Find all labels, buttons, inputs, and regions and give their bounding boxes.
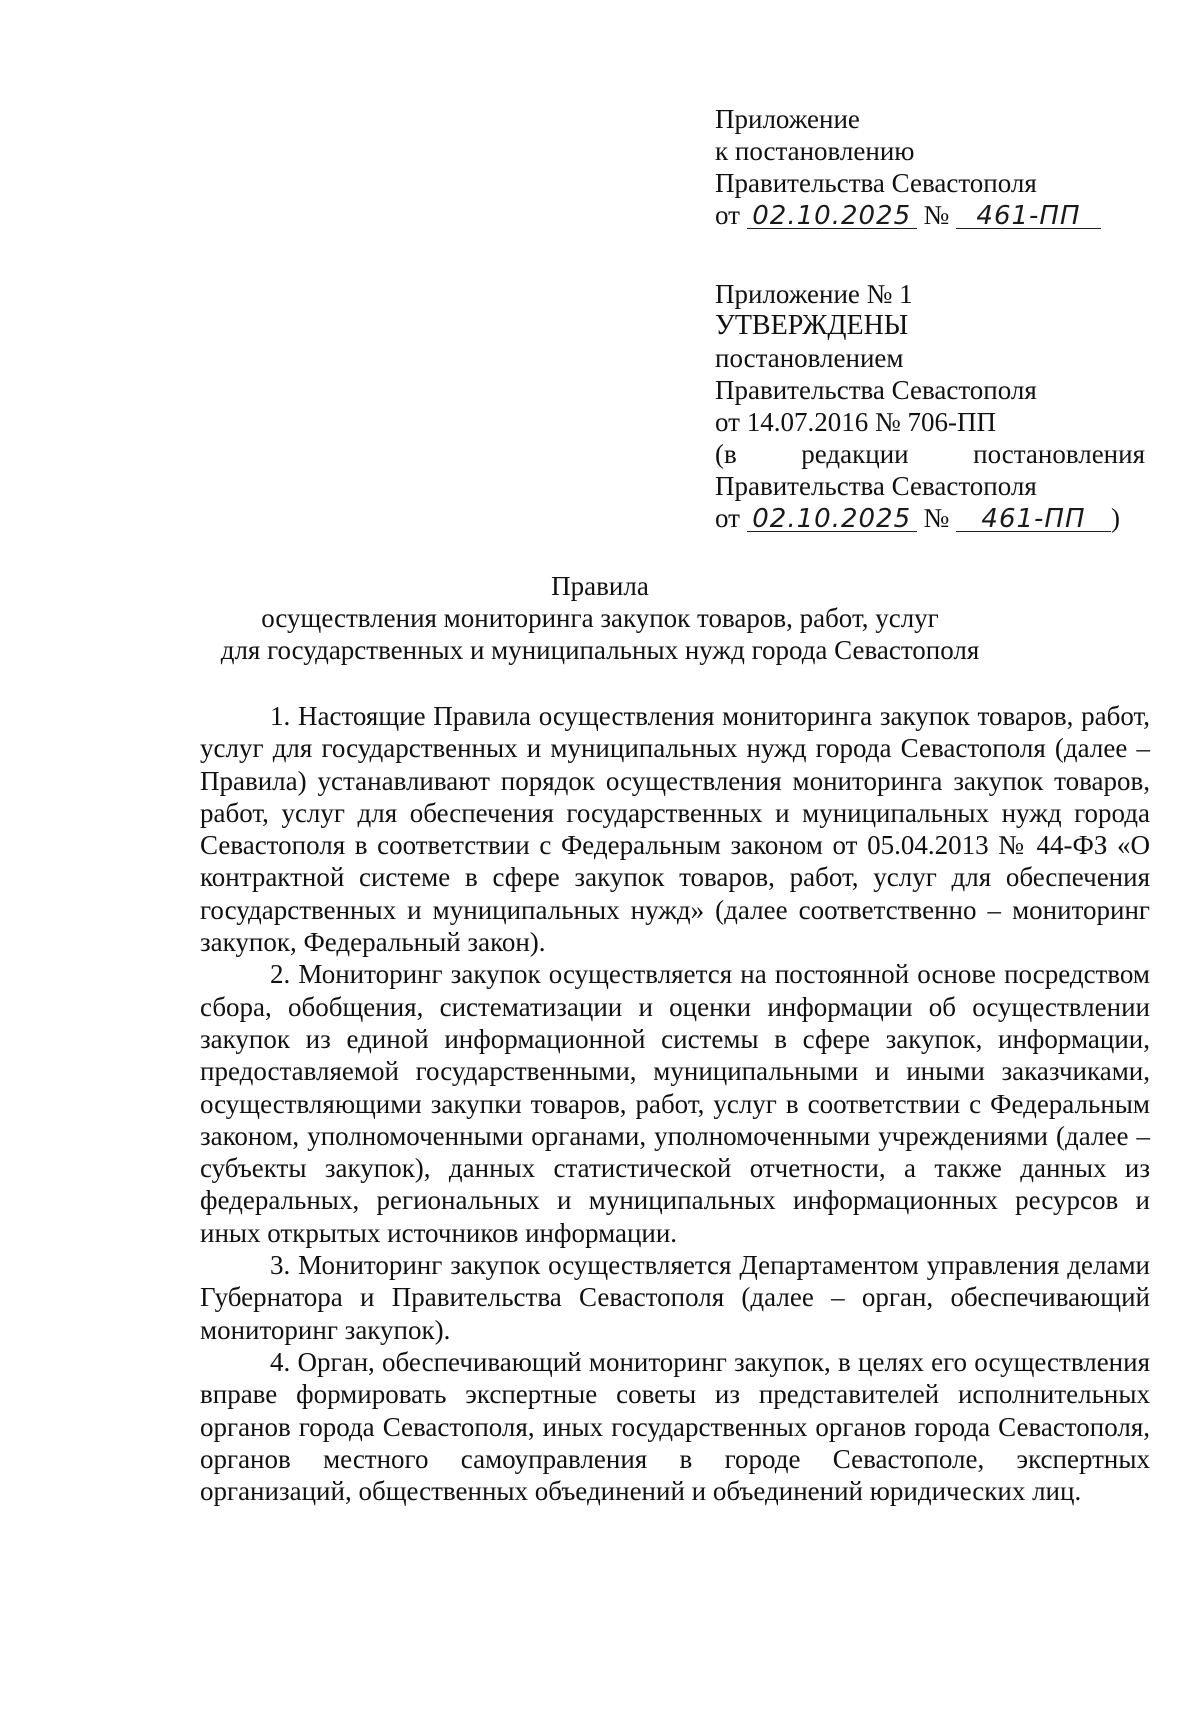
appendix-line: Правительства Севастополя — [715, 168, 1037, 198]
appendix-header — [715, 103, 1145, 232]
document-title — [0, 570, 1200, 666]
document-body — [200, 700, 1150, 1507]
title-line: Правила — [551, 571, 649, 601]
from-label: от — [715, 200, 740, 230]
from-label: от — [715, 503, 740, 533]
appendix-date-line — [715, 199, 1145, 232]
approval-line: Правительства Севастополя — [715, 471, 1037, 501]
approval-line: Правительства Севастополя — [715, 375, 1037, 405]
handwritten-date: 02.10.2025 — [747, 200, 917, 232]
approval-line: от 14.07.2016 № 706-ПП — [715, 407, 996, 437]
number-label: № — [923, 503, 950, 533]
appendix-line: Приложение — [715, 104, 860, 134]
approval-line: Приложение № 1 — [715, 279, 913, 309]
approval-date-line — [715, 502, 1145, 535]
paragraph: 1. Настоящие Правила осуществления мониторинга закупок товаров, работ, услуг для государственных и муниципальных нужд города Севастополя (далее – Правила) устанавливают порядок осуществления мониторинга закупок товаров, работ, услуг для обеспечения государственных и муниципальных нужд города Севастополя в соответствии с Федеральным законом от 05.04.2013 № 44-ФЗ «О контрактной системе в сфере закупок товаров, работ, услуг для обеспечения государственных и муниципальных нужд» (далее соответственно – мониторинг закупок, Федеральный закон). — [200, 701, 1150, 958]
approval-header — [715, 278, 1145, 535]
number-label: № — [923, 200, 950, 230]
approval-line: (в редакции постановления — [715, 439, 1145, 469]
title-line: осуществления мониторинга закупок товаров, работ, услуг — [261, 603, 939, 633]
appendix-line: к постановлению — [715, 136, 915, 166]
closing-paren: ) — [1110, 503, 1120, 533]
handwritten-number: 461-ПП — [956, 200, 1101, 232]
paragraph: 2. Мониторинг закупок осуществляется на постоянной основе посредством сбора, обобщения, систематизации и оценки информации об осуществлении закупок из единой информационной системы в сфере закупок, информации, предоставляемой государственными, муниципальными и иными заказчиками, осуществляющими закупки товаров, работ, услуг в соответствии с Федеральным законом, уполномоченными органами, уполномоченными учреждениями (далее – субъекты закупок), данных статистической отчетности, а также данных из федеральных, региональных и муниципальных информационных ресурсов и иных открытых источников информации. — [200, 959, 1150, 1248]
approval-stamp-word: УТВЕРЖДЕНЫ — [715, 310, 909, 341]
paragraph: 4. Орган, обеспечивающий мониторинг закупок, в целях его осуществления вправе формировать экспертные советы из представителей исполнительных органов города Севастополя, иных государственных органов города Севастополя, органов местного самоуправления в городе Севастополе, экспертных организаций, общественных объединений и объединений юридических лиц. — [200, 1346, 1150, 1507]
handwritten-number: 461-ПП — [956, 503, 1111, 535]
paragraph: 3. Мониторинг закупок осуществляется Департаментом управления делами Губернатора и Правительства Севастополя (далее – орган, обеспечивающий мониторинг закупок). — [200, 1250, 1150, 1345]
approval-line: постановлением — [715, 343, 904, 373]
handwritten-date: 02.10.2025 — [747, 503, 917, 535]
title-line: для государственных и муниципальных нужд города Севастополя — [220, 635, 980, 665]
